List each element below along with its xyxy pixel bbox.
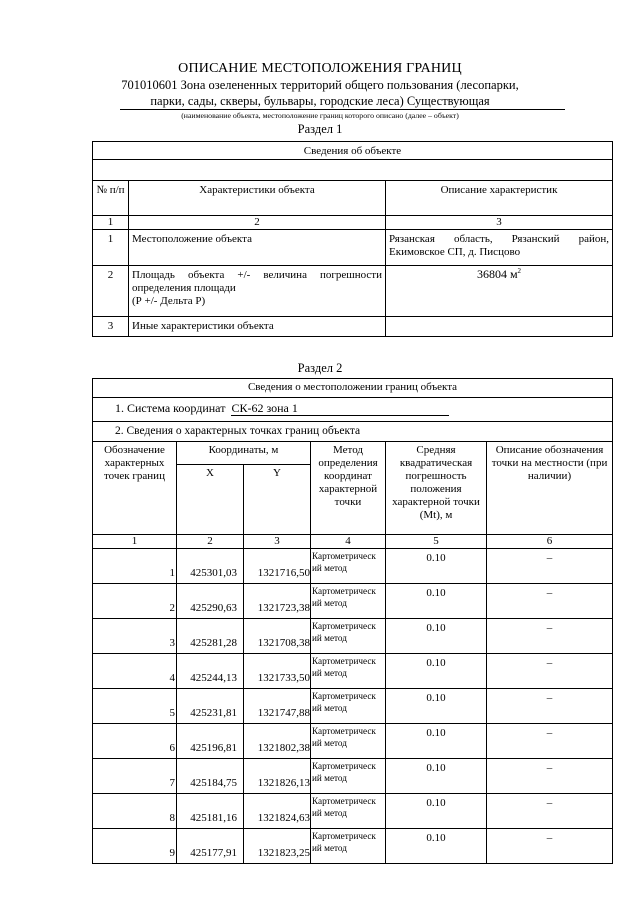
header-description: Описание характеристик: [386, 181, 613, 216]
point-method-line-2: ий метод: [312, 773, 347, 783]
point-accuracy: 0.10: [386, 759, 487, 794]
point-method: [311, 619, 386, 654]
point-y: 1321802,38: [244, 724, 311, 759]
point-description: –: [487, 759, 613, 794]
col-number: 3: [386, 216, 613, 230]
point-y: 1321723,38: [244, 584, 311, 619]
point-x: 425290,63: [177, 584, 244, 619]
point-method-line-2: ий метод: [312, 843, 347, 853]
object-name-line-2: парки, сады, скверы, бульвары, городские леса) Существующая: [150, 94, 490, 108]
point-method-line-2: ий метод: [312, 633, 347, 643]
row-num: 3: [93, 317, 129, 337]
header-characteristic: Характеристики объекта: [129, 181, 386, 216]
row-description: Рязанская область, Рязанский район, Екимовское СП, д. Писцово: [386, 230, 613, 266]
point-x: 425184,75: [177, 759, 244, 794]
row-description: [386, 317, 613, 337]
point-description: –: [487, 794, 613, 829]
point-accuracy: 0.10: [386, 724, 487, 759]
point-y: 1321716,50: [244, 549, 311, 584]
point-method-line-2: ий метод: [312, 738, 347, 748]
object-name-caption: (наименование объекта, местоположение границ которого описано (далее – объект): [181, 111, 459, 120]
point-method: [311, 829, 386, 864]
point-method-line-2: ий метод: [312, 703, 347, 713]
row-characteristic: Иные характеристики объекта: [129, 317, 386, 337]
area-formula: (Р +/- Дельта Р): [132, 295, 206, 307]
point-y: 1321747,88: [244, 689, 311, 724]
point-x: 425281,28: [177, 619, 244, 654]
section-2-title: Раздел 2: [297, 361, 343, 375]
point-method-line-2: ий метод: [312, 598, 347, 608]
point-accuracy: 0.10: [386, 654, 487, 689]
header-num: № п/п: [93, 181, 129, 216]
point-description: –: [487, 619, 613, 654]
document-title: ОПИСАНИЕ МЕСТОПОЛОЖЕНИЯ ГРАНИЦ: [178, 61, 462, 76]
point-description: –: [487, 549, 613, 584]
boundary-info-title: Сведения о местоположении границ объекта: [93, 379, 613, 398]
point-method-line-2: ий метод: [312, 563, 347, 573]
col-number: 3: [244, 535, 311, 549]
col-number: 6: [487, 535, 613, 549]
point-x: 425244,13: [177, 654, 244, 689]
object-name-line-1: 701010601 Зона озелененных территорий общего пользования (лесопарки,: [121, 78, 519, 92]
point-method: [311, 724, 386, 759]
table-row: [93, 317, 613, 337]
area-number: 36804 м: [476, 267, 518, 281]
point-accuracy: 0.10: [386, 549, 487, 584]
table-row: [93, 584, 613, 619]
point-description: –: [487, 829, 613, 864]
point-id: 9: [93, 829, 177, 864]
table-row: [93, 794, 613, 829]
col-number: 2: [129, 216, 386, 230]
point-accuracy: 0.10: [386, 829, 487, 864]
point-method-line-2: ий метод: [312, 668, 347, 678]
point-id: 2: [93, 584, 177, 619]
point-method-line-1: Картометрическ: [312, 691, 376, 701]
row-num: 2: [93, 266, 129, 317]
point-id: 6: [93, 724, 177, 759]
point-method-line-1: Картометрическ: [312, 551, 376, 561]
point-method-line-1: Картометрическ: [312, 761, 376, 771]
header-y: Y: [244, 465, 311, 535]
row-characteristic: [129, 266, 386, 317]
point-method-line-1: Картометрическ: [312, 656, 376, 666]
point-x: 425181,16: [177, 794, 244, 829]
point-method: [311, 549, 386, 584]
table-row: [93, 230, 613, 266]
object-info-table: [92, 141, 613, 337]
point-id: 5: [93, 689, 177, 724]
point-method: [311, 654, 386, 689]
points-title: 2. Сведения о характерных точках границ объекта: [93, 422, 613, 442]
point-id: 3: [93, 619, 177, 654]
table-row: [93, 266, 613, 317]
point-y: 1321708,38: [244, 619, 311, 654]
col-number: 4: [311, 535, 386, 549]
point-y: 1321826,13: [244, 759, 311, 794]
area-characteristic: Площадь объекта +/- величина погрешности определения площади: [132, 269, 382, 294]
point-method-line-1: Картометрическ: [312, 621, 376, 631]
coord-system-label: 1. Система координат: [115, 401, 226, 415]
section-1-title: Раздел 1: [297, 122, 343, 136]
table-row: [93, 689, 613, 724]
point-id: 4: [93, 654, 177, 689]
header-point-description: Описание обозначения точки на местности (при наличии): [487, 442, 613, 535]
row-num: 1: [93, 230, 129, 266]
point-id: 1: [93, 549, 177, 584]
point-method-line-2: ий метод: [312, 808, 347, 818]
point-y: 1321823,25: [244, 829, 311, 864]
empty-row: [93, 160, 613, 181]
point-method-line-1: Картометрическ: [312, 586, 376, 596]
points-body: [93, 549, 613, 864]
point-x: 425301,03: [177, 549, 244, 584]
point-accuracy: 0.10: [386, 584, 487, 619]
point-method: [311, 584, 386, 619]
header-designation: Обозначение характерных точек границ: [93, 442, 177, 535]
col-number: 1: [93, 535, 177, 549]
table-row: [93, 724, 613, 759]
object-name-underline: [120, 109, 565, 110]
point-description: –: [487, 724, 613, 759]
point-method-line-1: Картометрическ: [312, 831, 376, 841]
col-number: 2: [177, 535, 244, 549]
table-row: [93, 619, 613, 654]
point-method-line-1: Картометрическ: [312, 726, 376, 736]
coord-system-row: [93, 398, 613, 422]
point-accuracy: 0.10: [386, 619, 487, 654]
col-number: 1: [93, 216, 129, 230]
point-x: 425231,81: [177, 689, 244, 724]
header-method: Метод определения координат характерной точки: [311, 442, 386, 535]
point-y: 1321824,63: [244, 794, 311, 829]
point-y: 1321733,50: [244, 654, 311, 689]
object-info-title: Сведения об объекте: [93, 142, 613, 160]
point-method-line-1: Картометрическ: [312, 796, 376, 806]
area-unit-power: 2: [517, 267, 522, 275]
point-method: [311, 689, 386, 724]
point-description: –: [487, 584, 613, 619]
area-value: [386, 266, 613, 317]
row-characteristic: Местоположение объекта: [129, 230, 386, 266]
coord-system-value: СК-62 зона 1: [231, 402, 449, 416]
point-accuracy: 0.10: [386, 689, 487, 724]
header-accuracy: Средняя квадратическая погрешность положения характерной точки (Mt), м: [386, 442, 487, 535]
table-row: [93, 549, 613, 584]
point-id: 7: [93, 759, 177, 794]
point-description: –: [487, 689, 613, 724]
col-number: 5: [386, 535, 487, 549]
table-row: [93, 654, 613, 689]
point-x: 425177,91: [177, 829, 244, 864]
point-method: [311, 794, 386, 829]
point-description: –: [487, 654, 613, 689]
boundary-points-table: [92, 378, 613, 864]
point-method: [311, 759, 386, 794]
point-id: 8: [93, 794, 177, 829]
header-coordinates: Координаты, м: [177, 442, 311, 465]
table-row: [93, 829, 613, 864]
header-x: X: [177, 465, 244, 535]
point-accuracy: 0.10: [386, 794, 487, 829]
point-x: 425196,81: [177, 724, 244, 759]
table-row: [93, 759, 613, 794]
